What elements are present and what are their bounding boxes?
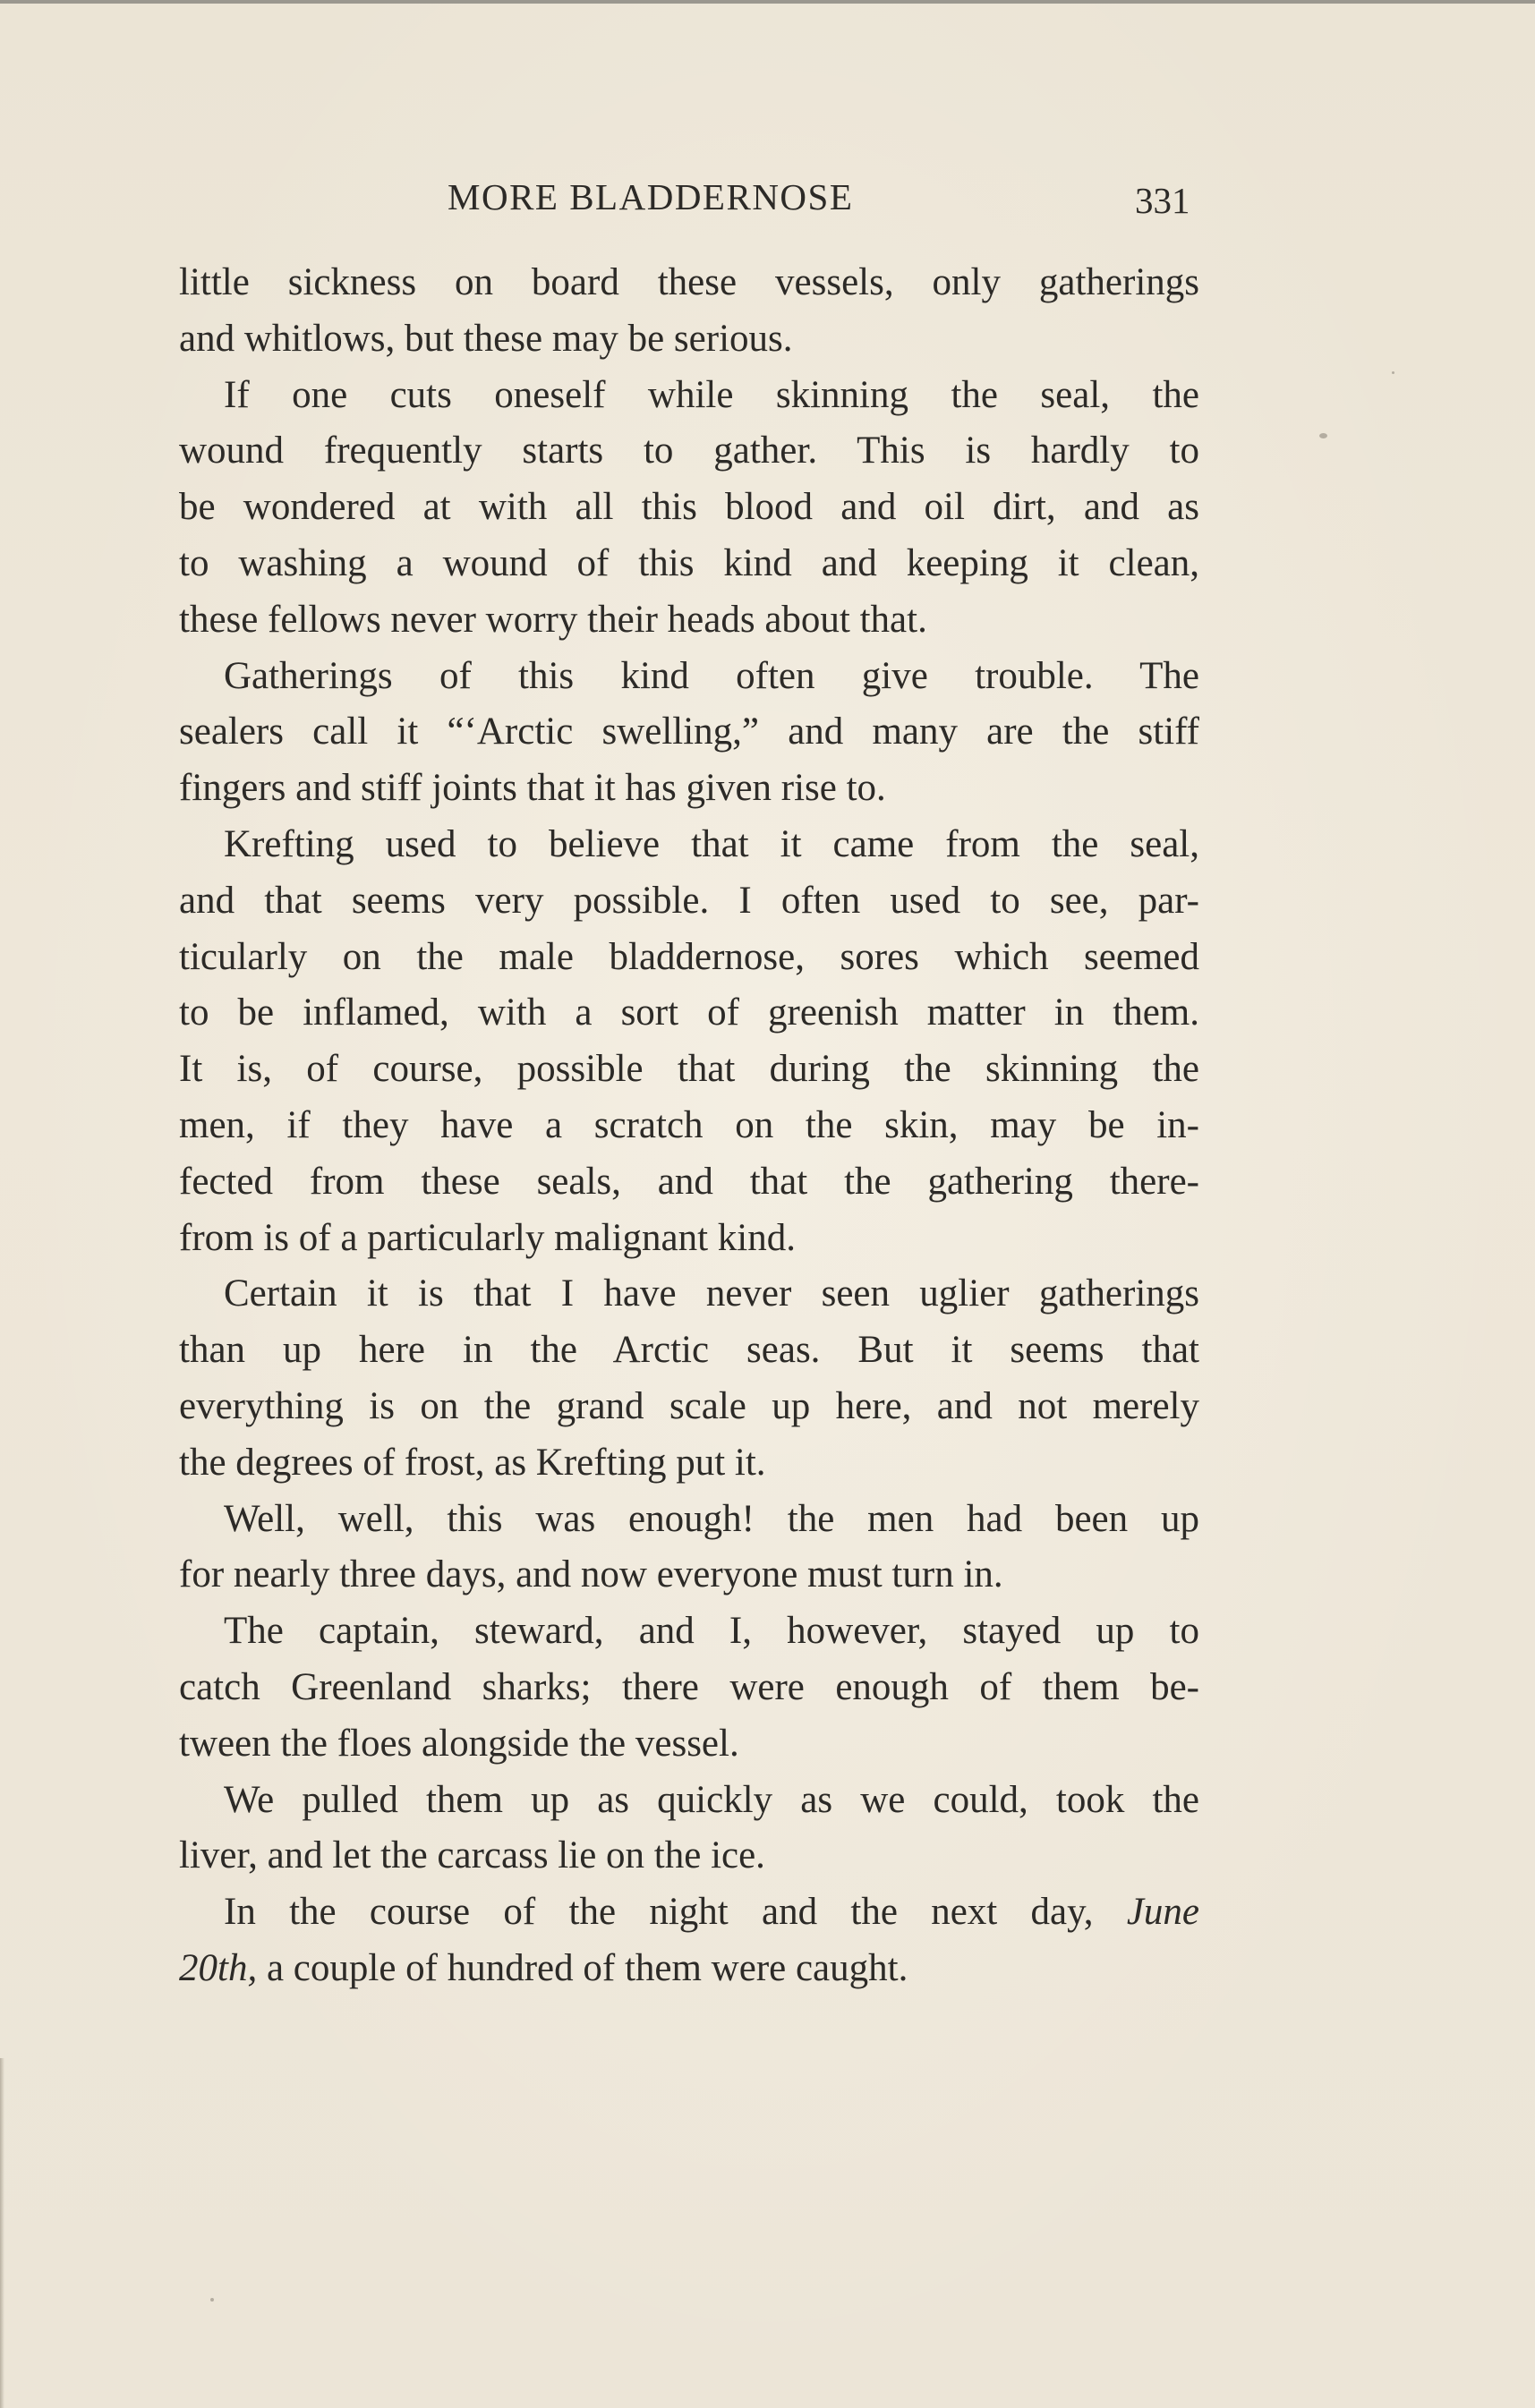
line-text: sealers call it “‘Arctic swelling,” and many are the stiff	[179, 710, 1199, 753]
text-line	[179, 480, 1199, 536]
page-header	[0, 170, 1535, 224]
line-text: catch Greenland sharks; there were enough of them be-	[179, 1665, 1199, 1708]
line-text: the degrees of frost, as Krefting put it.	[179, 1441, 766, 1484]
text-line	[179, 817, 1199, 873]
line-text: fected from these seals, and that the gathering there-	[179, 1160, 1199, 1203]
line-text: for nearly three days, and now everyone must turn in.	[179, 1553, 1003, 1596]
line-text: ticularly on the male bladdernose, sores which seemed	[179, 935, 1199, 978]
text-line	[179, 1773, 1199, 1829]
text-line	[179, 1098, 1199, 1154]
text-line	[179, 1941, 1199, 1997]
page-top-edge	[0, 0, 1535, 4]
text-line	[179, 1266, 1199, 1323]
line-text: a couple of hundred of them were caught.	[266, 1946, 908, 1989]
page-number: 331	[1135, 180, 1190, 221]
text-line	[179, 1211, 1199, 1267]
line-text: be wondered at with all this blood and oil dirt, and as	[179, 486, 1199, 529]
line-text: We pulled them up as quickly as we could, took the	[224, 1778, 1199, 1821]
text-line	[179, 1604, 1199, 1660]
line-text: The captain, steward, and I, however, stayed up to	[224, 1610, 1199, 1653]
line-text: Certain it is that I have never seen uglier gatherings	[224, 1272, 1199, 1315]
text-line	[179, 761, 1199, 817]
line-text: liver, and let the carcass lie on the ice.	[179, 1834, 765, 1877]
line-text: men, if they have a scratch on the skin, may be in-	[179, 1103, 1199, 1146]
line-text: little sickness on board these vessels, only gatherings	[179, 261, 1199, 303]
text-line	[179, 930, 1199, 986]
text-line	[179, 592, 1199, 649]
line-text: In the course of the night and the next day,	[224, 1891, 1094, 1934]
text-line	[179, 423, 1199, 480]
running-head: MORE BLADDERNOSE	[448, 176, 854, 217]
line-text: to washing a wound of this kind and keeping it clean,	[179, 541, 1199, 584]
line-text: and whitlows, but these may be serious.	[179, 317, 793, 360]
paper-speck	[1319, 433, 1327, 438]
text-line	[179, 1154, 1199, 1211]
line-text: and that seems very possible. I often used to see, par-	[179, 879, 1199, 922]
text-line	[179, 1660, 1199, 1716]
italic-date-fragment: June	[1126, 1891, 1199, 1934]
line-text: from is of a particularly malignant kind.	[179, 1216, 797, 1259]
text-line	[179, 1828, 1199, 1885]
text-line	[179, 873, 1199, 930]
line-text: Well, well, this was enough! the men had been up	[224, 1497, 1199, 1540]
text-line	[179, 1435, 1199, 1492]
text-line	[179, 704, 1199, 761]
page-left-edge-shadow	[0, 2058, 4, 2408]
line-text: than up here in the Arctic seas. But it seems that	[179, 1329, 1199, 1372]
line-text: everything is on the grand scale up here, and not merely	[179, 1384, 1199, 1427]
text-line	[179, 536, 1199, 592]
text-line	[179, 1716, 1199, 1773]
text-line	[179, 1323, 1199, 1379]
italic-date-fragment: 20th,	[179, 1946, 258, 1989]
body-text	[179, 255, 1199, 1997]
text-line	[179, 368, 1199, 424]
line-text: wound frequently starts to gather. This is hardly to	[179, 430, 1199, 472]
line-text: tween the floes alongside the vessel.	[179, 1722, 739, 1765]
line-text: to be inflamed, with a sort of greenish matter in them.	[179, 991, 1199, 1034]
text-line	[179, 1379, 1199, 1435]
text-line	[179, 311, 1199, 368]
line-text: If one cuts oneself while skinning the seal, the	[224, 373, 1199, 416]
line-text: these fellows never worry their heads about that.	[179, 598, 927, 641]
paper-speck	[210, 2298, 214, 2302]
text-line	[179, 1885, 1199, 1941]
paper-speck	[1392, 371, 1394, 374]
text-line	[179, 649, 1199, 705]
text-line	[179, 1547, 1199, 1604]
line-text: It is, of course, possible that during the skinning the	[179, 1048, 1199, 1091]
text-line	[179, 1042, 1199, 1098]
text-line	[179, 1492, 1199, 1548]
text-line	[179, 985, 1199, 1042]
line-text: Krefting used to believe that it came from the seal,	[224, 822, 1199, 865]
text-line	[179, 255, 1199, 311]
line-text: Gatherings of this kind often give trouble. The	[224, 654, 1199, 697]
line-text: fingers and stiff joints that it has given rise to.	[179, 767, 886, 810]
